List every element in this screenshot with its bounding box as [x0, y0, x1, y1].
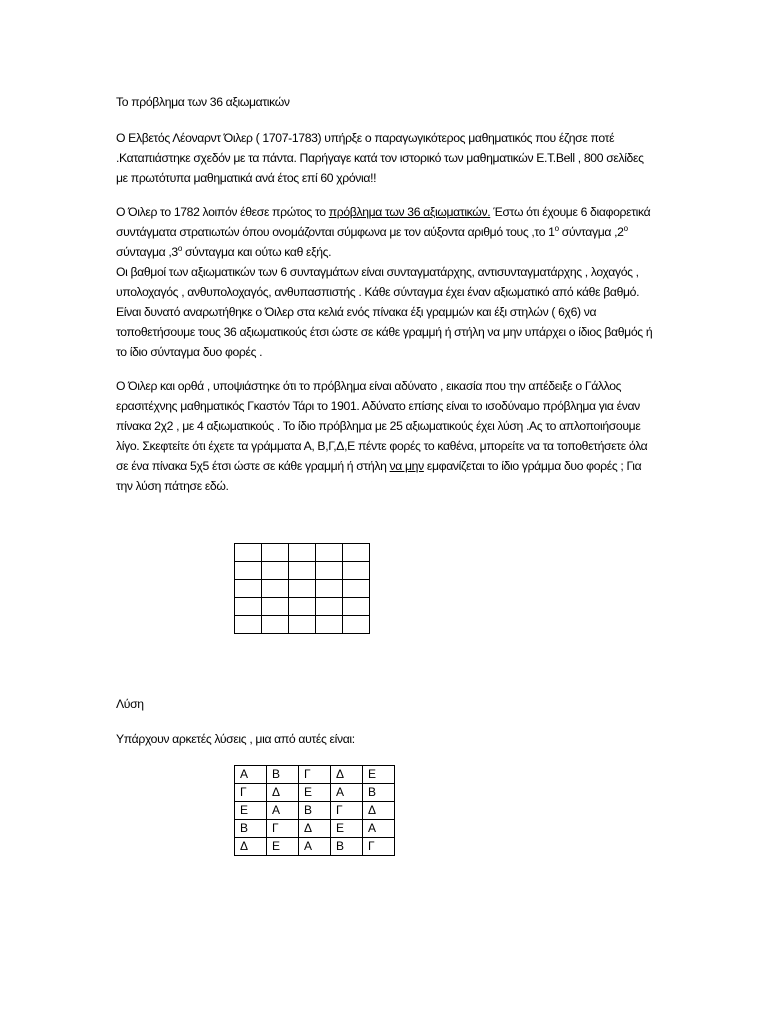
solution-cell: Β — [331, 838, 363, 856]
grid-row — [235, 616, 370, 634]
grid-cell — [289, 544, 316, 562]
grid-cell — [343, 562, 370, 580]
solution-row — [235, 802, 395, 820]
solution-cell: Δ — [363, 802, 395, 820]
solution-5x5-grid — [234, 765, 395, 856]
solution-cell: Γ — [331, 802, 363, 820]
solution-cell: Ε — [267, 838, 299, 856]
grid-cell — [235, 562, 262, 580]
grid-row — [235, 544, 370, 562]
grid-cell — [262, 580, 289, 598]
solution-cell: Α — [267, 802, 299, 820]
grid-cell — [343, 598, 370, 616]
solution-cell: Α — [363, 820, 395, 838]
solution-cell: Ε — [235, 802, 267, 820]
empty-5x5-grid — [234, 543, 370, 634]
solution-cell: Γ — [267, 820, 299, 838]
grid-cell — [343, 616, 370, 634]
document-body — [116, 92, 656, 510]
solution-cell: Δ — [299, 820, 331, 838]
solution-cell: Α — [235, 766, 267, 784]
grid-cell — [316, 562, 343, 580]
solution-cell: Ε — [363, 766, 395, 784]
solution-cell: Δ — [267, 784, 299, 802]
paragraph-problem-statement: Ο Όιλερ το 1782 λοιπόν έθεσε πρώτος το πρόβλημα των 36 αξιωματικών. Έστω ότι έχουμε 6 διαφορετικά συντάγματα στρατιωτών όπου ονομάζονται σύμφωνα με τον αύξοντα αριθμό τους ,το $1^o$ σύνταγμα $,2^o$ σύνταγμα $,3^o$ σύνταγμα και ούτω καθ εξής. Οι βαθμοί των αξιωματικών των 6 συνταγμάτων είναι συνταγματάρχης, αντισυνταγματάρχης , λοχαγός , υπολοχαγός , ανθυπολοχαγός, ανθυπασπιστής . Κάθε σύνταγμα έχει έναν αξιωματικό από κάθε βαθμό. Είναι δυνατό αναρωτήθηκε ο Όιλερ στα κελιά ενός πίνακα έξι γραμμών και έξι στηλών ( 6χ6) να τοποθετήσουμε τους 36 αξιωματικούς έτσι ώστε σε κάθε γραμμή ή στήλη να μην υπάρχει ο ίδιος βαθμός ή το ίδιο σύνταγμα δυο φορές . — [116, 205, 653, 359]
grid-cell — [262, 598, 289, 616]
grid-cell — [262, 616, 289, 634]
grid-cell — [316, 544, 343, 562]
solution-intro: Υπάρχουν αρκετές λύσεις , μια από αυτές είναι: — [116, 732, 355, 746]
grid-row — [235, 580, 370, 598]
solution-cell: Α — [299, 838, 331, 856]
grid-cell — [235, 598, 262, 616]
solution-cell: Β — [235, 820, 267, 838]
solution-row — [235, 784, 395, 802]
grid-cell — [289, 562, 316, 580]
solution-cell: Γ — [363, 838, 395, 856]
grid-cell — [316, 598, 343, 616]
solution-cell: Β — [363, 784, 395, 802]
grid-cell — [235, 544, 262, 562]
grid-row — [235, 598, 370, 616]
paragraph-impossibility: Ο Όιλερ και ορθά , υποψιάστηκε ότι το πρόβλημα είναι αδύνατο , εικασία που την απέδειξε ο Γάλλος ερασιτέχνης μαθηματικός Γκαστόν Τάρι το 1901. Αδύνατο επίσης είναι το ισοδύναμο πρόβλημα για έναν πίνακα 2χ2 , με 4 αξιωματικούς . Το ίδιο πρόβλημα με 25 αξιωματικούς έχει λύση .Ας το απλοποιήσουμε λίγο. Σκεφτείτε ότι έχετε τα γράμματα Α, Β,Γ,Δ,Ε πέντε φορές το καθένα, μπορείτε να τα τοποθετήσετε όλα σε ένα πίνακα 5χ5 έτσι ώστε σε κάθε γραμμή ή στήλη να μην εμφανίζεται το ίδιο γράμμα δυο φορές ; Για την λύση πάτησε εδώ. — [116, 379, 648, 493]
solution-cell: Ε — [331, 820, 363, 838]
grid-cell — [262, 562, 289, 580]
solution-cell: Ε — [299, 784, 331, 802]
solution-cell: Γ — [235, 784, 267, 802]
grid-row — [235, 562, 370, 580]
solution-row — [235, 838, 395, 856]
grid-cell — [316, 580, 343, 598]
document-title: Το πρόβλημα των 36 αξιωματικών — [116, 95, 290, 109]
grid-cell — [343, 544, 370, 562]
grid-cell — [343, 580, 370, 598]
grid-cell — [316, 616, 343, 634]
solution-cell: Β — [299, 802, 331, 820]
grid-cell — [235, 580, 262, 598]
grid-cell — [262, 544, 289, 562]
solution-cell: Β — [267, 766, 299, 784]
grid-cell — [289, 580, 316, 598]
solution-row — [235, 766, 395, 784]
paragraph-euler-intro: Ο Ελβετός Λέοναρντ Όιλερ ( 1707-1783) υπήρξε ο παραγωγικότερος μαθηματικός που έζησε ποτέ .Καταπιάστηκε σχεδόν με τα πάντα. Παρήγαγε κατά τον ιστορικό των μαθηματικών E.T.Bell , 800 σελίδες με πρωτότυπα μαθηματικά ανά έτος επί 60 χρόνια!! — [116, 131, 644, 185]
grid-cell — [289, 616, 316, 634]
solution-cell: Δ — [331, 766, 363, 784]
na-min-underlined: να μην — [389, 459, 424, 473]
solution-row — [235, 820, 395, 838]
solution-cell: Δ — [235, 838, 267, 856]
solution-title: Λύση — [116, 697, 144, 711]
grid-cell — [235, 616, 262, 634]
problem-link[interactable]: πρόβλημα των 36 αξιωματικών. — [328, 205, 491, 219]
solution-cell: Γ — [299, 766, 331, 784]
grid-cell — [289, 598, 316, 616]
solution-cell: Α — [331, 784, 363, 802]
